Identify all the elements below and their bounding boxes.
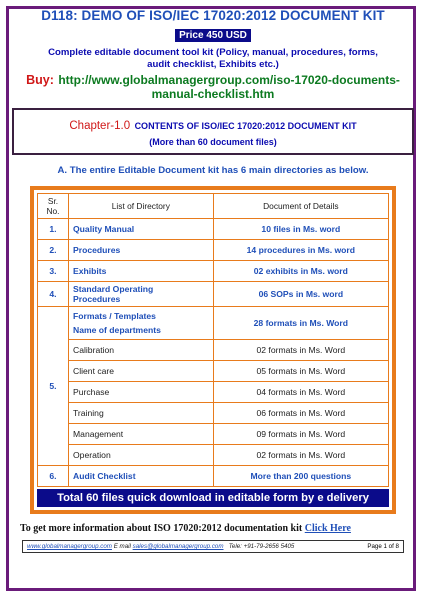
department-name: Client care xyxy=(69,361,214,382)
department-row xyxy=(38,424,389,445)
footer-page-number: Page 1 of 8 xyxy=(367,543,399,550)
row-number: 6. xyxy=(38,466,69,487)
table-row xyxy=(38,261,389,282)
department-name: Calibration xyxy=(69,340,214,361)
row-directory: Exhibits xyxy=(69,261,214,282)
document-title: D118: DEMO OF ISO/IEC 17020:2012 DOCUMENT KIT xyxy=(41,8,385,23)
row-details: 02 exhibits in Ms. word xyxy=(213,261,388,282)
department-row xyxy=(38,340,389,361)
table-row xyxy=(38,466,389,487)
department-row xyxy=(38,403,389,424)
click-here-link[interactable]: Click Here xyxy=(304,523,351,534)
directory-table-frame xyxy=(30,186,396,514)
row-details: 14 procedures in Ms. word xyxy=(213,240,388,261)
row-details: 28 formats in Ms. Word xyxy=(213,307,388,340)
footer-website-link[interactable]: www.globalmanagergroup.com xyxy=(27,543,112,550)
chapter-box xyxy=(12,108,414,155)
chapter-number: Chapter-1.0 xyxy=(69,120,131,132)
chapter-title: CONTENTS OF ISO/IEC 17020:2012 DOCUMENT KIT xyxy=(134,121,357,131)
row-details: More than 200 questions xyxy=(213,466,388,487)
department-name: Management xyxy=(69,424,214,445)
row-details: 06 SOPs in Ms. word xyxy=(213,282,388,307)
department-details: 09 formats in Ms. Word xyxy=(213,424,388,445)
document-body xyxy=(10,8,416,534)
table-row xyxy=(38,307,389,340)
table-row xyxy=(38,240,389,261)
department-details: 06 formats in Ms. Word xyxy=(213,403,388,424)
department-details: 02 formats in Ms. Word xyxy=(213,340,388,361)
description-line-2: audit checklist, Exhibits etc.) xyxy=(147,59,279,70)
table-row xyxy=(38,282,389,307)
header-directory: List of Directory xyxy=(69,194,214,219)
row-directory: Procedures xyxy=(69,240,214,261)
buy-label: Buy: xyxy=(26,73,54,87)
department-name: Purchase xyxy=(69,382,214,403)
more-info-text: To get more information about ISO 17020:2012 documentation kit xyxy=(20,523,303,534)
intro-text: A. The entire Editable Document kit has 6 main directories as below. xyxy=(57,165,369,176)
row-number: 1. xyxy=(38,219,69,240)
row-directory: Quality Manual xyxy=(69,219,214,240)
department-name: Operation xyxy=(69,445,214,466)
department-details: 05 formats in Ms. Word xyxy=(213,361,388,382)
row-number: 5. xyxy=(38,307,69,466)
row-directory: Standard Operating Procedures xyxy=(69,282,214,307)
row-directory: Formats / Templates Name of departments xyxy=(69,307,214,340)
footer-email-link[interactable]: sales@globalmanagergroup.com xyxy=(132,543,224,550)
department-name: Training xyxy=(69,403,214,424)
department-row xyxy=(38,382,389,403)
department-details: 04 formats in Ms. Word xyxy=(213,382,388,403)
directory-table xyxy=(37,193,389,487)
buy-section xyxy=(10,73,416,101)
total-files-banner: Total 60 files quick download in editable form by e delivery xyxy=(37,489,389,507)
header-details: Document of Details xyxy=(213,194,388,219)
department-details: 02 formats in Ms. Word xyxy=(213,445,388,466)
footer-email-label: E mail xyxy=(113,543,131,550)
row-number: 2. xyxy=(38,240,69,261)
department-row xyxy=(38,361,389,382)
chapter-subtitle: (More than 60 document files) xyxy=(149,137,277,147)
row-directory: Audit Checklist xyxy=(69,466,214,487)
page-footer xyxy=(22,540,404,553)
row-number: 3. xyxy=(38,261,69,282)
more-info-line xyxy=(10,523,416,534)
kit-description xyxy=(10,47,416,71)
department-row xyxy=(38,445,389,466)
price-badge: Price 450 USD xyxy=(175,29,251,42)
buy-url-link-cont[interactable]: manual-checklist.htm xyxy=(151,87,275,101)
table-header-row xyxy=(38,194,389,219)
buy-url-link[interactable]: http://www.globalmanagergroup.com/iso-17020-documents- xyxy=(58,73,400,87)
footer-tele: Tele: +91-79-2656 5405 xyxy=(228,543,295,550)
header-sr-no: Sr. No. xyxy=(38,194,69,219)
description-line-1: Complete editable document tool kit (Policy, manual, procedures, forms, xyxy=(48,47,378,58)
table-row xyxy=(38,219,389,240)
row-number: 4. xyxy=(38,282,69,307)
row-details: 10 files in Ms. word xyxy=(213,219,388,240)
